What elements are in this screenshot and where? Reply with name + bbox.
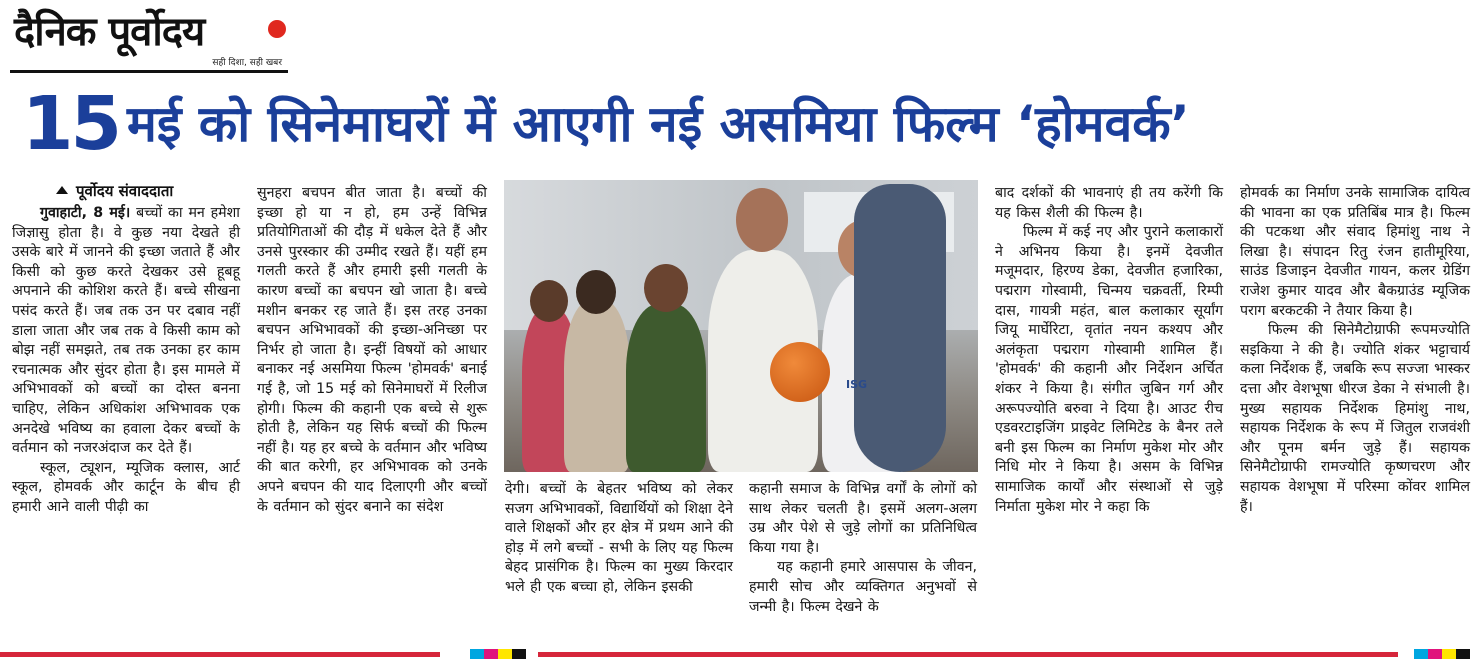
article-paragraph: होमवर्क का निर्माण उनके सामाजिक दायित्व की भावना का एक प्रतिबिंब मात्र है। फिल्म की पटकथा और संवाद हिमांशु नाथ ने लिखा है। संपादन रितु रंजन हातीमूरिया, साउंड डिजाइन देवजीत गायन, कलर ग्रेडिंग राजेश कुमार यादव और बैकग्राउंड म्यूजिक पराग बरकटकी ने तैयार किया है। (1240, 185, 1470, 319)
article-column-6 (1240, 184, 1470, 517)
paragraph-text: बच्चों का मन हमेशा जिज्ञासु होता है। वे कुछ नया देखते ही उसके बारे में जानने की इच्छा जताते हैं और किसी को कुछ करते देखकर उसे हूबहू अपनाने की कोशिश करते हैं। बच्चे सीखना पसंद करते हैं। जब तक उन पर दबाव नहीं डाला जाता और जब तक वे किसी काम को बोझ नहीं समझते, तब तक उनका हर काम रचनात्मक और सुंदर होता है। इस मामले में अभिभावकों को बच्चों का दोस्त बनना चाहिए, लेकिन अधिकांश अभिभावक एक अनदेखे भविष्य का हवाला देकर बच्चों के वर्तमान को नजरअंदाज कर देते हैं। (12, 205, 240, 457)
byline (56, 182, 173, 200)
registration-mark-black (512, 649, 526, 659)
article-paragraph: फिल्म में कई नए और पुराने कलाकारों ने अभिनय किया है। इनमें देवजीत मजूमदार, हिरण्य डेका, देवजीत हजारिका, पद्मराग गोस्वामी, चिन्मय चक्रवर्ती, रिम्पी दास, गायत्री महंत, बाल कलाकार सूर्यांग जियू मार्घेरिटा, वृतांत नयन कश्यप और अलंकृता पद्मराग गोस्वामी शामिल हैं। 'होमवर्क' की कहानी और निर्देशन अर्चित शंकर ने किया है। संगीत जुबिन गर्ग और अरूपज्योति बरुवा ने दिया है। आउट रीच एडवरटाइजिंग प्राइवेट लिमिटेड के बैनर तले बनी इस फिल्म का निर्माण मुकेश मोर और निधि मोर ने किया है। असम के विभिन्न सामाजिक कार्यों और संस्थाओं से जुड़े निर्माता मुकेश मोर ने कहा कि (995, 224, 1223, 515)
dateline: गुवाहाटी, 8 मई। (40, 205, 131, 221)
article-paragraph (12, 204, 240, 459)
bottom-rule (0, 652, 440, 657)
registration-mark-black (1456, 649, 1470, 659)
film-still-photo (504, 180, 978, 472)
registration-mark-magenta (484, 649, 498, 659)
masthead-rule (10, 70, 288, 73)
article-paragraph: सुनहरा बचपन बीत जाता है। बच्चों की इच्छा हो या न हो, हम उन्हें विभिन्न प्रतियोगिताओं की दौड़ में धकेल देते हैं और उनसे पुरस्कार की उम्मीद रखते हैं। यहीं हम गलती करते हैं और हमारी इसी गलती के कारण बच्चों का बचपन खो जाता है। बच्चे मशीन बनकर रह जाते हैं। इस तरह उनका बचपन अभिभावकों की इच्छा-अनिच्छा पर निर्भर हो जाता है। इन्हीं विषयों को आधार बनाकर नई असमिया फिल्म 'होमवर्क' बनाई गई है, जो 15 मई को सिनेमाघरों में रिलीज होगी। फिल्म की कहानी एक बच्चे से शुरू होती है, लेकिन यह सिर्फ बच्चों की फिल्म नहीं है। यह हर बच्चे के वर्तमान और भविष्य की बात करेगी, हर अभिभावक को उनके अपने बचपन की याद दिलाएगी और बच्चों के वर्तमान को सुंदर बनाने का संदेश (257, 185, 487, 515)
photo-person (626, 304, 706, 472)
article-paragraph: बाद दर्शकों की भावनाएं ही तय करेंगी कि यह किस शैली की फिल्म है। (995, 185, 1223, 221)
registration-mark-cyan (470, 649, 484, 659)
article-column-3 (505, 480, 733, 598)
headline-number: 15 (22, 81, 119, 167)
article-paragraph: यह कहानी हमारे आसपास के जीवन, हमारी सोच और व्यक्तिगत अनुभवों से जन्मी है। फिल्म देखने के (749, 559, 977, 615)
masthead-logo-dot (268, 20, 286, 38)
registration-mark-magenta (1428, 649, 1442, 659)
photo-person-head (736, 188, 788, 252)
photo-person-head (530, 280, 568, 322)
article-paragraph: देगी। बच्चों के बेहतर भविष्य को लेकर सजग अभिभावकों, विद्यार्थियों को शिक्षा देने वाले शिक्षकों और हर क्षेत्र में प्रथम आने की होड़ में लगे बच्चों - सभी के लिए यह फिल्म बेहद प्रासंगिक है। फिल्म का मुख्य किरदार भले ही एक बच्चा हो, लेकिन इसकी (505, 481, 733, 595)
article-column-2 (257, 184, 487, 517)
basketball-icon (770, 342, 830, 402)
registration-mark-yellow (1442, 649, 1456, 659)
photo-person-head (644, 264, 688, 312)
masthead (10, 8, 288, 72)
article-paragraph: कहानी समाज के विभिन्न वर्गों के लोगों को साथ लेकर चलती है। इसमें अलग-अलग उम्र और पेशे से जुड़े लोगों का प्रतिनिधित्व किया गया है। (749, 481, 977, 556)
article-paragraph: फिल्म की सिनेमैटोग्राफी रूपमज्योति सइकिया ने की है। ज्योति शंकर भट्टाचार्य कला निर्देशक हैं, जबकि रूप सज्जा भास्कर दत्ता और वेशभूषा धीरज डेका ने संभाली है। मुख्य सहायक निर्देशक हिमांशु नाथ, सहायक निर्देशक के रूप में जितुल राजवंशी और पूनम बर्मन जुड़े हैं। सहायक सिनेमैटोग्राफी रामज्योति कृष्णचरण और सहायक वेशभूषा में परिस्मा कोंवर शामिल हैं। (1240, 322, 1470, 515)
registration-mark-cyan (1414, 649, 1428, 659)
masthead-tagline: सही दिशा, सही खबर (212, 58, 282, 68)
headline (22, 81, 1462, 167)
article-column-1 (12, 204, 240, 518)
byline-arrow-icon (56, 186, 68, 194)
byline-text: पूर्वोदय संवाददाता (76, 182, 174, 200)
masthead-title: दैनिक पूर्वोदय (14, 8, 205, 55)
photo-person (564, 300, 630, 472)
guitar-case-icon (854, 184, 946, 472)
photo-badge: ISG (846, 378, 868, 391)
article-paragraph: स्कूल, ट्यूशन, म्यूजिक क्लास, आर्ट स्कूल, होमवर्क और कार्टून के बीच ही हमारी आने वाली पीढ़ी का (12, 459, 240, 515)
registration-mark-yellow (498, 649, 512, 659)
bottom-rule (538, 652, 1398, 657)
photo-person-head (576, 270, 616, 314)
article-column-4 (749, 480, 977, 617)
article-column-5 (995, 184, 1223, 517)
headline-text: मई को सिनेमाघरों में आएगी नई असमिया फिल्म ‘होमवर्क’ (126, 95, 1190, 153)
